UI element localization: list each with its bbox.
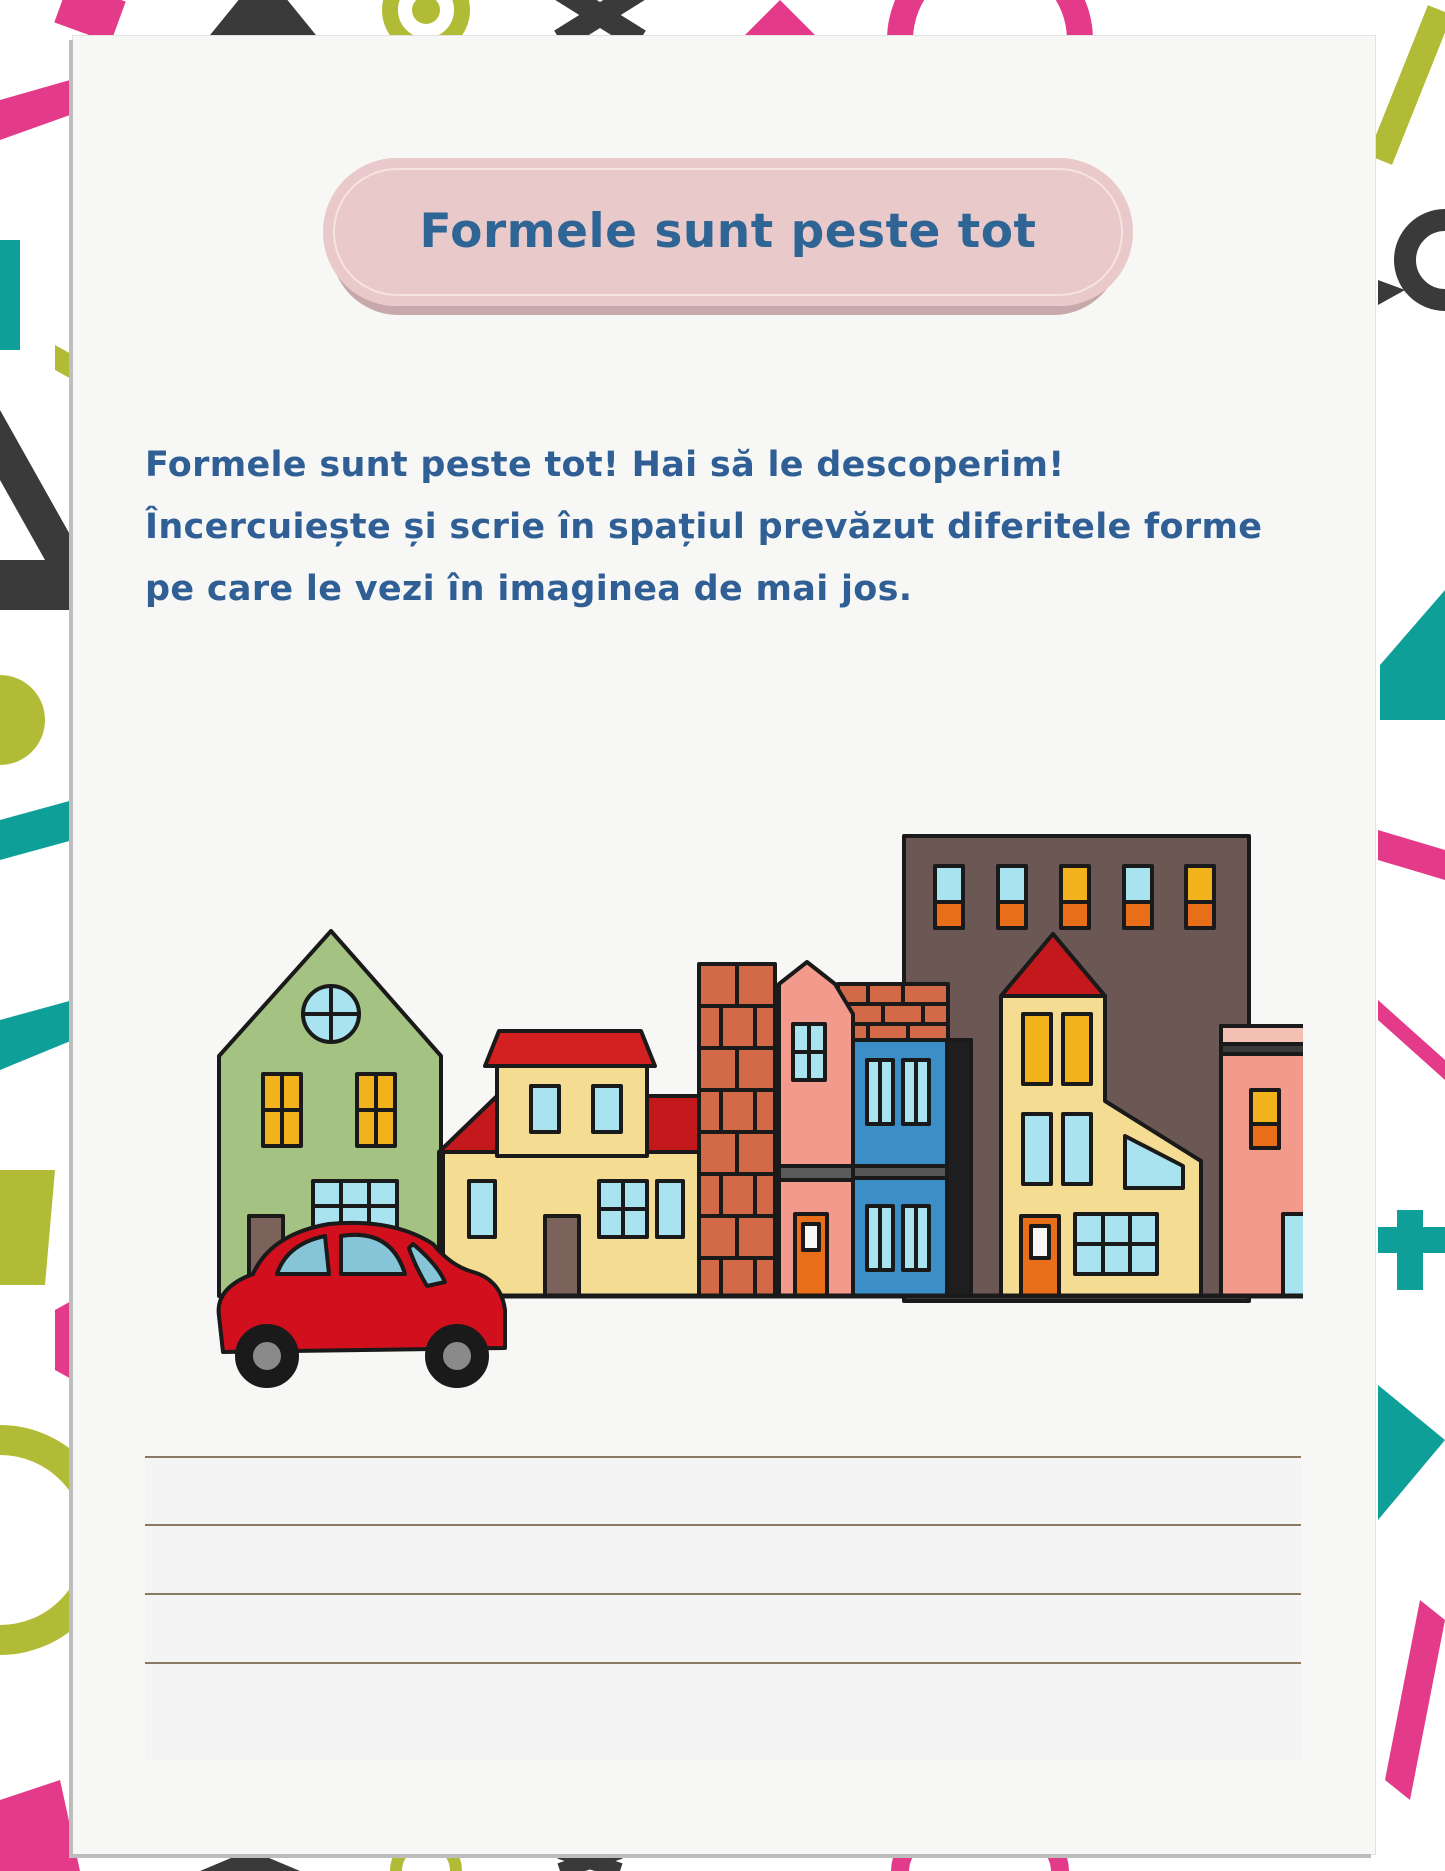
arc-shape-icon (900, 0, 1080, 40)
town-houses-and-car-illustration (143, 796, 1303, 1396)
dot-shape-icon (412, 0, 440, 24)
bar-shape-icon (1380, 10, 1440, 160)
triangle-shape-icon (740, 0, 820, 40)
bar-shape-icon (0, 1000, 73, 1070)
triangle-shape-icon (0, 410, 73, 610)
triangle-shape-icon (206, 0, 320, 40)
bar-shape-icon (1385, 1600, 1445, 1800)
bar-shape-icon (1378, 1000, 1445, 1080)
bar-shape-icon (55, 1300, 73, 1380)
bar-shape-icon (0, 80, 70, 140)
circle-shape-icon (0, 675, 45, 765)
bar-shape-icon (0, 240, 20, 350)
worksheet-page (73, 36, 1375, 1854)
instruction-line: pe care le vezi în imaginea de mai jos. (145, 569, 913, 609)
arc-shape-icon (1405, 220, 1445, 300)
answer-line[interactable] (145, 1593, 1301, 1595)
bar-shape-icon (0, 1780, 80, 1871)
cross-shape-icon (560, 1851, 620, 1871)
door (545, 1216, 579, 1296)
answer-line[interactable] (145, 1662, 1301, 1664)
triangle-shape-icon (1378, 1385, 1445, 1520)
bar-shape-icon (1378, 830, 1445, 880)
diamond-shape-icon (1380, 590, 1445, 720)
answer-area (145, 1456, 1301, 1761)
answer-line[interactable] (145, 1524, 1301, 1526)
plus-shape-icon (1378, 1210, 1445, 1290)
instructions-text (145, 434, 1325, 620)
square-shape-icon (0, 1170, 55, 1285)
roof (485, 1031, 655, 1066)
instruction-line: Încercuiește și scrie în spațiul prevăzut diferitele forme (145, 507, 1263, 547)
instruction-line: Formele sunt peste tot! Hai să le descoperim! (145, 445, 1065, 485)
answer-line[interactable] (145, 1456, 1301, 1458)
bar-shape-icon (0, 800, 73, 860)
page-title: Formele sunt peste tot (419, 204, 1037, 259)
cross-shape-icon (560, 0, 640, 40)
triangle-shape-icon (55, 345, 73, 380)
title-banner (323, 158, 1133, 316)
